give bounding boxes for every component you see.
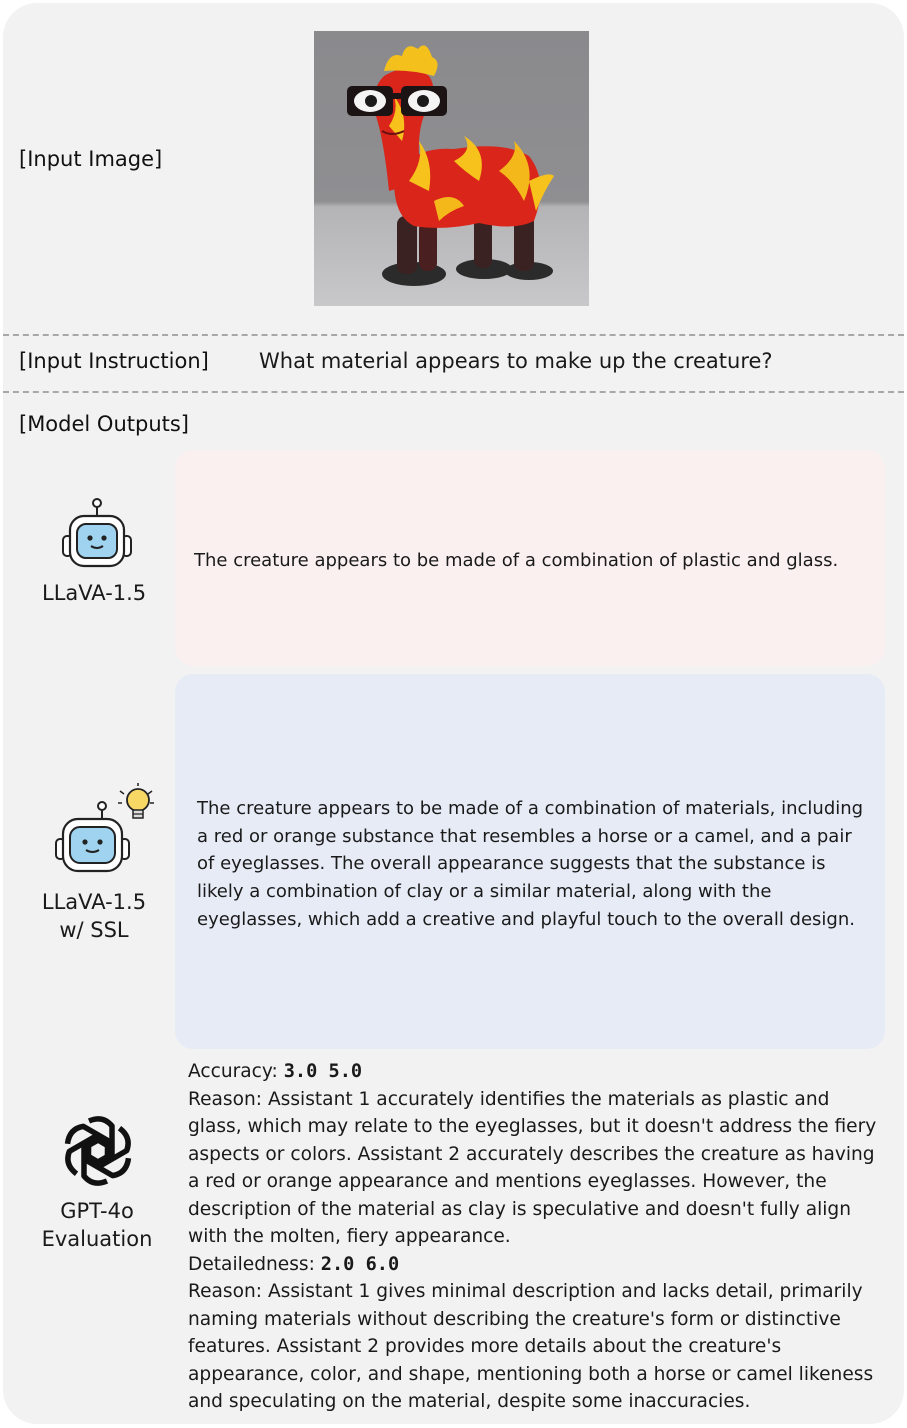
accuracy-scores: 3.0 5.0 [283,1061,363,1082]
evaluator-name-line2: Evaluation [41,1227,153,1251]
evaluator-name [38,1197,156,1253]
input-instruction-label: [Input Instruction] [19,349,209,373]
evaluator-name-line1: GPT-4o [60,1199,134,1223]
openai-logo-icon [58,1111,138,1195]
accuracy-reason: Reason: Assistant 1 accurately identifies the materials as plastic and glass, which may relate to the eyeglasses, but it doesn't address the fiery aspects or colors. Assistant 2 accurately describes the creature as having a red or orange appearance and mentions eyeglasses. However, the description of the material as clay is speculative and doesn't fully align with the molten, fiery appearance. [188,1088,877,1247]
section-divider [3,391,904,393]
detailedness-line [188,1251,888,1279]
detailedness-reason: Reason: Assistant 1 gives minimal description and lacks detail, primarily naming materials without describing the creature's form or distinctive features. Assistant 2 provides more details about the creature's appearance, color, and shape, mentioning both a horse or camel likeness and speculating on the material, despite some inaccuracies. [188,1281,874,1412]
accuracy-line [188,1058,888,1086]
robot-icon [58,498,136,574]
input-image [314,31,589,306]
model-name-llava-ssl-line2: w/ SSL [59,918,129,942]
detailedness-scores: 2.0 6.0 [320,1253,400,1275]
detailedness-label: Detailedness: [188,1253,321,1275]
input-image-label: [Input Image] [19,147,163,171]
model-outputs-label: [Model Outputs] [19,412,189,436]
robot-with-lightbulb-icon [54,783,158,879]
model-name-llava: LLaVA-1.5 [42,581,147,605]
model-name-llava-ssl [39,888,149,944]
model-name-llava-ssl-line1: LLaVA-1.5 [41,890,147,914]
accuracy-label: Accuracy: [188,1061,284,1082]
section-divider [3,334,904,336]
llava-ssl-output-text: The creature appears to be made of a combination of materials, including a red or orange substance that resembles a horse or a camel, and a pair of eyeglasses. The overall appearance suggests that the substance is likely a combination of clay or a similar material, along with the eyeglasses, which add a creative and playful touch to the overall design. [197,798,864,930]
evaluation-text [188,1058,888,1416]
llava-output-card [175,450,885,666]
instruction-text: What material appears to make up the creature? [259,349,773,373]
llava-ssl-output-card [175,674,885,1049]
llava-output-text: The creature appears to be made of a combination of plastic and glass. [194,550,839,571]
